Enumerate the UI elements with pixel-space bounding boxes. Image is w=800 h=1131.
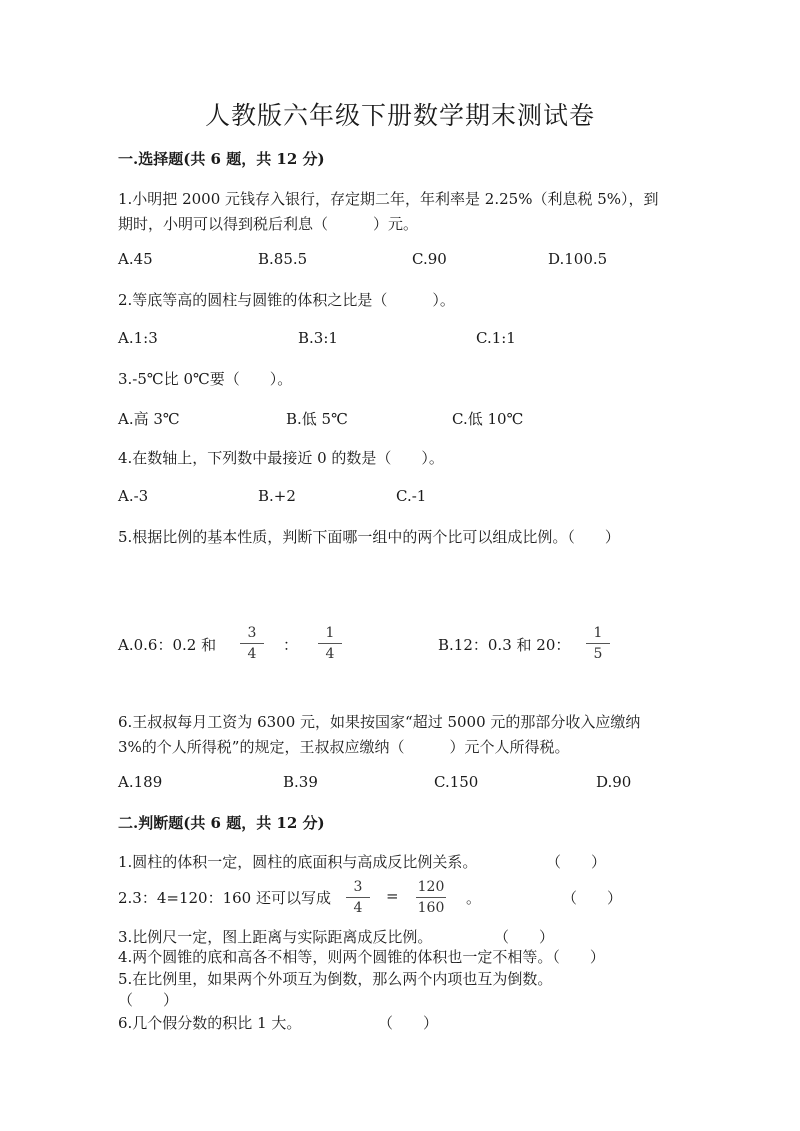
fraction-numerator: 1: [325, 625, 335, 641]
judgement-6-paren: （ ）: [378, 1014, 439, 1032]
judgement-2-end: 。: [466, 889, 482, 907]
question-3-option-b: B.低 5℃: [286, 410, 348, 428]
question-5-fraction-a2: [318, 625, 342, 662]
fraction-bar: [240, 643, 264, 644]
question-6-option-c: C.150: [434, 773, 479, 791]
fraction-bar: [346, 897, 370, 898]
question-1-option-a: A.45: [118, 250, 153, 268]
judgement-1-paren: （ ）: [546, 853, 607, 871]
fraction-bar: [586, 643, 610, 644]
question-6-option-b: B.39: [283, 773, 318, 791]
fraction-numerator: 120: [417, 879, 445, 895]
section-heading-judgement: 二.判断题(共 6 题，共 12 分): [118, 814, 325, 832]
question-1-option-c: C.90: [412, 250, 447, 268]
question-1-option-d: D.100.5: [548, 250, 608, 268]
question-2-option-b: B.3:1: [298, 329, 338, 347]
judgement-5-paren: （ ）: [118, 991, 179, 1009]
judgement-1-stem: 1.圆柱的体积一定，圆柱的底面积与高成反比例关系。: [118, 853, 478, 871]
judgement-5-stem: 5.在比例里，如果两个外项互为倒数，那么两个内项也互为倒数。: [118, 970, 553, 988]
fraction-numerator: 3: [353, 879, 363, 895]
question-6-option-d: D.90: [596, 773, 632, 791]
judgement-3-stem: 3.比例尺一定，图上距离与实际距离成反比例。: [118, 928, 433, 946]
fraction-denominator: 160: [417, 900, 445, 916]
question-1-line-1: 1.小明把 2000 元钱存入银行，存定期二年，年利率是 2.25%（利息税 5%），到: [118, 190, 659, 208]
fraction-denominator: 4: [353, 900, 363, 916]
question-5-fraction-b: [586, 625, 610, 662]
question-5-option-b: B.12：0.3 和 20：: [438, 636, 571, 654]
question-6-line-2: 3%的个人所得税”的规定，王叔叔应缴纳（ ）元个人所得税。: [118, 738, 570, 756]
question-4-option-c: C.-1: [396, 487, 427, 505]
judgement-3-paren: （ ）: [494, 928, 555, 946]
judgement-2-paren: （ ）: [562, 889, 623, 907]
question-6-line-1: 6.王叔叔每月工资为 6300 元，如果按国家“超过 5000 元的那部分收入应缴纳: [118, 713, 641, 731]
page-title: 人教版六年级下册数学期末测试卷: [204, 101, 595, 130]
question-6-option-a: A.189: [118, 773, 163, 791]
fraction-denominator: 4: [325, 646, 335, 662]
question-4-option-a: A.-3: [118, 487, 149, 505]
fraction-denominator: 5: [593, 646, 603, 662]
question-2-stem: 2.等底等高的圆柱与圆锥的体积之比是（ ）。: [118, 291, 455, 309]
fraction-numerator: 1: [593, 625, 603, 641]
question-3-option-a: A.高 3℃: [118, 410, 180, 428]
question-3-option-c: C.低 10℃: [452, 410, 524, 428]
judgement-2-fraction-1: [346, 879, 370, 916]
question-5-colon: ：: [283, 636, 299, 654]
judgement-4-stem: 4.两个圆锥的底和高各不相等，则两个圆锥的体积也一定不相等。（ ）: [118, 948, 605, 966]
question-1-line-2: 期时，小明可以得到税后利息（ ）元。: [118, 215, 419, 233]
question-5-stem: 5.根据比例的基本性质，判断下面哪一组中的两个比可以组成比例。（ ）: [118, 528, 620, 546]
question-2-option-a: A.1:3: [118, 329, 158, 347]
question-1-option-b: B.85.5: [258, 250, 308, 268]
question-3-stem: 3.-5℃比 0℃要（ ）。: [118, 370, 293, 388]
judgement-6-stem: 6.几个假分数的积比 1 大。: [118, 1014, 302, 1032]
fraction-bar: [416, 897, 446, 898]
question-5-fraction-a1: [240, 625, 264, 662]
fraction-numerator: 3: [247, 625, 257, 641]
fraction-bar: [318, 643, 342, 644]
judgement-2-fraction-2: [416, 879, 446, 916]
judgement-2-stem: 2.3：4=120：160 还可以写成: [118, 889, 331, 907]
question-4-stem: 4.在数轴上，下列数中最接近 0 的数是（ ）。: [118, 449, 444, 467]
question-5-option-a: A.0.6：0.2 和: [118, 636, 217, 654]
question-2-option-c: C.1:1: [476, 329, 516, 347]
fraction-denominator: 4: [247, 646, 257, 662]
question-4-option-b: B.+2: [258, 487, 296, 505]
section-heading-choice: 一.选择题(共 6 题，共 12 分): [118, 150, 325, 168]
judgement-2-equals: =: [386, 887, 399, 905]
